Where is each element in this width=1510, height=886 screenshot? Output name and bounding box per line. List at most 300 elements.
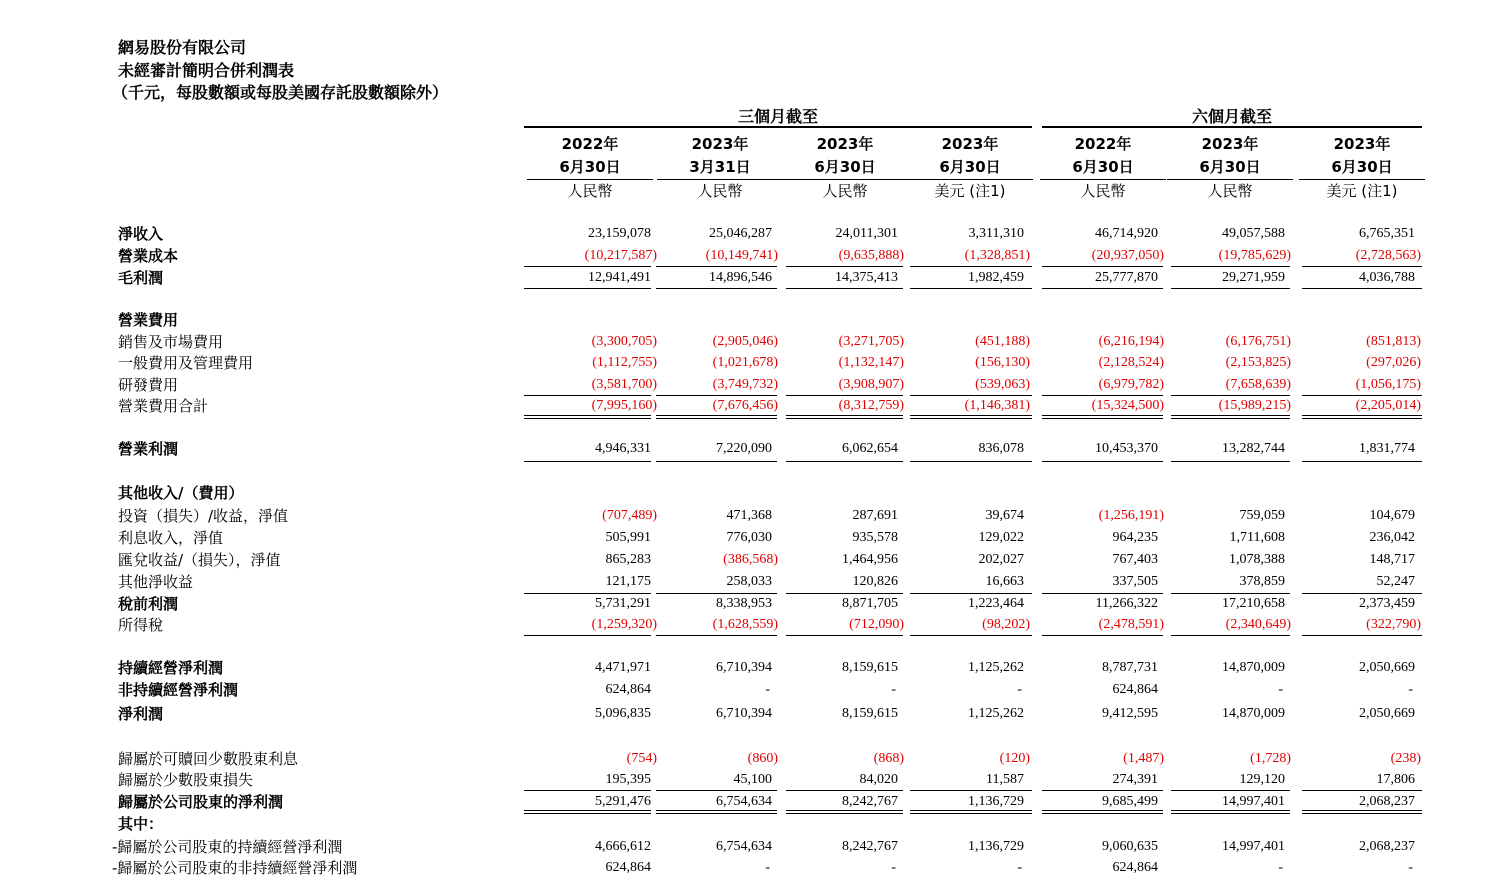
row-label: 持續經營淨利潤	[118, 659, 224, 677]
cell-value: (868)	[873, 751, 904, 766]
cell-value: 5,291,476	[595, 794, 651, 809]
cell-value: 1,136,729	[968, 794, 1024, 809]
column-year: 2022年	[561, 135, 619, 153]
cell-value: 46,714,920	[1095, 226, 1158, 241]
total-rule	[1171, 635, 1290, 636]
total-rule	[1042, 790, 1163, 791]
row-label: 歸屬於可贖回少數股東利息	[118, 750, 299, 768]
cell-value: 14,870,009	[1222, 706, 1285, 721]
cell-value: (1,021,678)	[712, 355, 778, 370]
cell-value: 9,060,635	[1102, 839, 1158, 854]
cell-value: 5,731,291	[595, 596, 651, 611]
column-header	[1302, 133, 1422, 202]
cell-value: 767,403	[1112, 552, 1158, 567]
total-rule	[1042, 810, 1163, 811]
cell-value: 8,338,953	[716, 596, 772, 611]
cell-value: (7,658,639)	[1225, 377, 1291, 392]
units-note: （千元，每股數額或每股美國存託股數額除外）	[112, 83, 449, 102]
total-rule	[1302, 266, 1422, 267]
cell-value: -	[765, 860, 770, 875]
cell-value: 17,806	[1376, 772, 1415, 787]
cell-value: 2,068,237	[1359, 839, 1415, 854]
cell-value: 45,100	[733, 772, 772, 787]
cell-value: 84,020	[859, 772, 898, 787]
cell-value: 236,042	[1369, 530, 1415, 545]
cell-value: 8,159,615	[842, 660, 898, 675]
table-row	[0, 505, 1510, 527]
cell-value: (860)	[747, 751, 778, 766]
cell-value: (19,785,629)	[1218, 248, 1291, 263]
cell-value: 16,663	[985, 574, 1024, 589]
cell-value: 2,068,237	[1359, 794, 1415, 809]
column-currency: 人民幣	[697, 182, 743, 200]
cell-value: (2,205,014)	[1355, 398, 1421, 413]
cell-value: 2,050,669	[1359, 706, 1415, 721]
cell-value: 52,247	[1376, 574, 1415, 589]
cell-value: 14,375,413	[835, 270, 898, 285]
total-rule	[1302, 461, 1422, 462]
cell-value: 14,896,546	[709, 270, 772, 285]
cell-value: (7,995,160)	[591, 398, 657, 413]
cell-value: 1,223,464	[968, 596, 1024, 611]
cell-value: 8,242,767	[842, 839, 898, 854]
row-label: 營業費用	[118, 311, 179, 329]
total-rule	[1042, 635, 1163, 636]
cell-value: (1,056,175)	[1355, 377, 1421, 392]
cell-value: 935,578	[852, 530, 898, 545]
cell-value: (1,628,559)	[712, 617, 778, 632]
table-row	[0, 395, 1510, 417]
total-rule	[1171, 415, 1290, 416]
total-rule	[1042, 461, 1163, 462]
cell-value: 1,136,729	[968, 839, 1024, 854]
cell-value: (6,216,194)	[1098, 334, 1164, 349]
row-label: 其中：	[118, 815, 164, 833]
cell-value: (15,324,500)	[1091, 398, 1164, 413]
column-year: 2022年	[1074, 135, 1132, 153]
table-row	[0, 703, 1510, 725]
cell-value: 836,078	[978, 441, 1024, 456]
cell-value: 14,997,401	[1222, 839, 1285, 854]
row-label: 其他淨收益	[118, 573, 194, 591]
table-row	[0, 438, 1510, 460]
cell-value: (3,300,705)	[591, 334, 657, 349]
cell-value: 759,059	[1239, 508, 1285, 523]
row-label: 稅前利潤	[118, 595, 179, 613]
total-rule	[524, 810, 651, 811]
row-label: 淨收入	[118, 225, 164, 243]
total-rule	[910, 461, 1032, 462]
table-row	[0, 223, 1510, 245]
cell-value: (2,728,563)	[1355, 248, 1421, 263]
cell-value: 624,864	[1112, 860, 1158, 875]
cell-value: -	[1017, 682, 1022, 697]
table-row	[0, 679, 1510, 701]
total-rule	[656, 813, 777, 814]
cell-value: 10,453,370	[1095, 441, 1158, 456]
total-rule	[1302, 790, 1422, 791]
cell-value: (1,259,320)	[591, 617, 657, 632]
cell-value: (120)	[999, 751, 1030, 766]
total-rule	[524, 395, 651, 396]
cell-value: (2,153,825)	[1225, 355, 1291, 370]
cell-value: 4,036,788	[1359, 270, 1415, 285]
total-rule	[910, 593, 1032, 594]
cell-value: (10,217,587)	[584, 248, 657, 263]
group-six-months-rule	[1042, 126, 1422, 128]
cell-value: 24,011,301	[835, 226, 898, 241]
table-row	[0, 267, 1510, 289]
cell-value: (2,128,524)	[1098, 355, 1164, 370]
total-rule	[910, 266, 1032, 267]
column-date: 6月30日	[907, 156, 1033, 180]
total-rule	[1302, 593, 1422, 594]
group-six-months: 六個月截至	[1191, 107, 1272, 126]
row-label: 利息收入，淨值	[118, 529, 224, 547]
cell-value: (451,188)	[975, 334, 1030, 349]
cell-value: 23,159,078	[588, 226, 651, 241]
total-rule	[786, 790, 903, 791]
cell-value: -	[1408, 682, 1413, 697]
column-header	[1043, 133, 1163, 202]
column-header	[785, 133, 905, 202]
table-row	[0, 527, 1510, 549]
cell-value: 505,991	[605, 530, 651, 545]
cell-value: 6,754,634	[716, 839, 772, 854]
total-rule	[910, 635, 1032, 636]
total-rule	[656, 418, 777, 419]
row-label: 營業利潤	[118, 440, 179, 458]
total-rule	[1302, 415, 1422, 416]
total-rule	[1042, 418, 1163, 419]
cell-value: 1,125,262	[968, 660, 1024, 675]
cell-value: (297,026)	[1366, 355, 1421, 370]
total-rule	[1171, 790, 1290, 791]
row-label: 非持續經營淨利潤	[118, 681, 239, 699]
row-label: 營業費用合計	[118, 397, 209, 415]
table-row	[0, 614, 1510, 636]
cell-value: 1,464,956	[842, 552, 898, 567]
total-rule	[656, 635, 777, 636]
cell-value: 2,373,459	[1359, 596, 1415, 611]
total-rule	[656, 395, 777, 396]
cell-value: 2,050,669	[1359, 660, 1415, 675]
row-label: 歸屬於少數股東損失	[118, 771, 254, 789]
cell-value: 337,505	[1112, 574, 1158, 589]
total-rule	[524, 418, 651, 419]
table-row	[0, 571, 1510, 593]
cell-value: 624,864	[605, 682, 651, 697]
row-label: 匯兌收益/（損失），淨值	[118, 551, 281, 569]
cell-value: (156,130)	[975, 355, 1030, 370]
cell-value: (707,489)	[602, 508, 657, 523]
cell-value: (754)	[626, 751, 657, 766]
cell-value: 129,022	[978, 530, 1024, 545]
cell-value: 624,864	[1112, 682, 1158, 697]
row-label: 淨利潤	[118, 705, 164, 723]
total-rule	[524, 461, 651, 462]
table-row	[0, 331, 1510, 353]
cell-value: (1,728)	[1250, 751, 1291, 766]
cell-value: 8,159,615	[842, 706, 898, 721]
cell-value: (6,979,782)	[1098, 377, 1164, 392]
column-year: 2023年	[816, 135, 874, 153]
total-rule	[786, 395, 903, 396]
cell-value: 129,120	[1239, 772, 1285, 787]
total-rule	[524, 266, 651, 267]
cell-value: 5,096,835	[595, 706, 651, 721]
cell-value: (3,581,700)	[591, 377, 657, 392]
column-currency: 美元 (注1)	[934, 182, 1006, 200]
cell-value: (2,478,591)	[1098, 617, 1164, 632]
cell-value: 287,691	[852, 508, 898, 523]
column-year: 2023年	[1333, 135, 1391, 153]
total-rule	[1171, 288, 1290, 289]
cell-value: -	[765, 682, 770, 697]
total-rule	[1171, 395, 1290, 396]
cell-value: -	[1408, 860, 1413, 875]
total-rule	[786, 635, 903, 636]
cell-value: (539,063)	[975, 377, 1030, 392]
total-rule	[1302, 395, 1422, 396]
total-rule	[910, 813, 1032, 814]
total-rule	[786, 461, 903, 462]
cell-value: (238)	[1390, 751, 1421, 766]
total-rule	[656, 790, 777, 791]
total-rule	[1302, 635, 1422, 636]
column-currency: 美元 (注1)	[1326, 182, 1398, 200]
total-rule	[786, 266, 903, 267]
cell-value: (1,487)	[1123, 751, 1164, 766]
cell-value: (322,790)	[1366, 617, 1421, 632]
cell-value: (1,328,851)	[964, 248, 1030, 263]
cell-value: 471,368	[726, 508, 772, 523]
cell-value: 258,033	[726, 574, 772, 589]
total-rule	[1042, 593, 1163, 594]
cell-value: 1,711,608	[1229, 530, 1285, 545]
table-row	[0, 374, 1510, 396]
total-rule	[524, 288, 651, 289]
row-label: 歸屬於公司股東的淨利潤	[118, 793, 284, 811]
table-row	[0, 857, 1510, 879]
total-rule	[656, 415, 777, 416]
cell-value: 9,685,499	[1102, 794, 1158, 809]
cell-value: 6,710,394	[716, 660, 772, 675]
cell-value: (8,312,759)	[838, 398, 904, 413]
cell-value: 14,997,401	[1222, 794, 1285, 809]
table-row	[0, 245, 1510, 267]
column-date: 6月30日	[1040, 156, 1166, 180]
total-rule	[786, 593, 903, 594]
column-date: 3月31日	[657, 156, 783, 180]
cell-value: 11,587	[986, 772, 1024, 787]
cell-value: 49,057,588	[1222, 226, 1285, 241]
cell-value: 865,283	[605, 552, 651, 567]
cell-value: 17,210,658	[1222, 596, 1285, 611]
total-rule	[524, 593, 651, 594]
cell-value: 6,765,351	[1359, 226, 1415, 241]
cell-value: (1,256,191)	[1098, 508, 1164, 523]
total-rule	[1042, 395, 1163, 396]
cell-value: 25,777,870	[1095, 270, 1158, 285]
cell-value: 1,125,262	[968, 706, 1024, 721]
cell-value: -	[1017, 860, 1022, 875]
total-rule	[1302, 418, 1422, 419]
cell-value: 12,941,491	[588, 270, 651, 285]
total-rule	[786, 810, 903, 811]
total-rule	[524, 790, 651, 791]
total-rule	[1302, 813, 1422, 814]
cell-value: 3,311,310	[968, 226, 1024, 241]
column-date: 6月30日	[782, 156, 908, 180]
row-label: -歸屬於公司股東的持續經營淨利潤	[112, 838, 343, 856]
cell-value: 4,946,331	[595, 441, 651, 456]
cell-value: 195,395	[605, 772, 651, 787]
total-rule	[1302, 810, 1422, 811]
row-label: 其他收入/（費用）	[118, 484, 244, 502]
table-row	[0, 352, 1510, 374]
cell-value: -	[891, 860, 896, 875]
cell-value: 1,982,459	[968, 270, 1024, 285]
cell-value: 6,754,634	[716, 794, 772, 809]
row-label: 毛利潤	[118, 269, 164, 287]
statement-title: 未經審計簡明合併利潤表	[118, 61, 295, 80]
column-date: 6月30日	[1167, 156, 1293, 180]
cell-value: 9,412,595	[1102, 706, 1158, 721]
total-rule	[1042, 288, 1163, 289]
total-rule	[1042, 415, 1163, 416]
total-rule	[1171, 418, 1290, 419]
table-row	[0, 836, 1510, 858]
total-rule	[1171, 593, 1290, 594]
total-rule	[524, 635, 651, 636]
column-currency: 人民幣	[1080, 182, 1126, 200]
row-label: 銷售及市場費用	[118, 333, 224, 351]
company-name: 網易股份有限公司	[118, 38, 247, 57]
cell-value: (20,937,050)	[1091, 248, 1164, 263]
row-label: 研發費用	[118, 376, 179, 394]
row-label: 營業成本	[118, 247, 179, 265]
cell-value: 8,871,705	[842, 596, 898, 611]
column-currency: 人民幣	[822, 182, 868, 200]
cell-value: 25,046,287	[709, 226, 772, 241]
cell-value: 274,391	[1112, 772, 1158, 787]
cell-value: 39,674	[985, 508, 1024, 523]
cell-value: 6,710,394	[716, 706, 772, 721]
table-row	[0, 549, 1510, 571]
table-row	[0, 769, 1510, 791]
total-rule	[786, 415, 903, 416]
total-rule	[786, 288, 903, 289]
column-header	[910, 133, 1030, 202]
cell-value: 148,717	[1369, 552, 1415, 567]
total-rule	[524, 813, 651, 814]
cell-value: -	[1278, 860, 1283, 875]
table-row	[0, 482, 1510, 504]
total-rule	[1171, 813, 1290, 814]
cell-value: 13,282,744	[1222, 441, 1285, 456]
cell-value: (851,813)	[1366, 334, 1421, 349]
total-rule	[656, 461, 777, 462]
cell-value: 4,471,971	[595, 660, 651, 675]
total-rule	[1171, 461, 1290, 462]
total-rule	[656, 266, 777, 267]
total-rule	[910, 810, 1032, 811]
cell-value: (1,146,381)	[964, 398, 1030, 413]
cell-value: 378,859	[1239, 574, 1285, 589]
column-date: 6月30日	[1299, 156, 1425, 180]
cell-value: 29,271,959	[1222, 270, 1285, 285]
cell-value: (3,271,705)	[838, 334, 904, 349]
cell-value: 14,870,009	[1222, 660, 1285, 675]
cell-value: 6,062,654	[842, 441, 898, 456]
cell-value: -	[1278, 682, 1283, 697]
cell-value: 624,864	[605, 860, 651, 875]
cell-value: (15,989,215)	[1218, 398, 1291, 413]
column-date: 6月30日	[527, 156, 653, 180]
cell-value: 4,666,612	[595, 839, 651, 854]
total-rule	[910, 395, 1032, 396]
total-rule	[786, 418, 903, 419]
row-label: 投資（損失）/收益，淨值	[118, 507, 289, 525]
cell-value: (98,202)	[982, 617, 1030, 632]
group-three-months: 三個月截至	[737, 107, 818, 126]
column-header	[1170, 133, 1290, 202]
table-row	[0, 813, 1510, 835]
total-rule	[656, 593, 777, 594]
cell-value: (386,568)	[723, 552, 778, 567]
cell-value: 776,030	[726, 530, 772, 545]
total-rule	[1042, 813, 1163, 814]
cell-value: (10,149,741)	[705, 248, 778, 263]
row-label: 所得稅	[118, 616, 164, 634]
cell-value: 1,831,774	[1359, 441, 1415, 456]
cell-value: (712,090)	[849, 617, 904, 632]
total-rule	[656, 810, 777, 811]
cell-value: (3,749,732)	[712, 377, 778, 392]
cell-value: 104,679	[1369, 508, 1415, 523]
row-label: 一般費用及管理費用	[118, 354, 254, 372]
group-three-months-rule	[524, 126, 1032, 128]
column-year: 2023年	[941, 135, 999, 153]
total-rule	[910, 288, 1032, 289]
cell-value: 964,235	[1112, 530, 1158, 545]
cell-value: (1,132,147)	[838, 355, 904, 370]
total-rule	[1171, 266, 1290, 267]
total-rule	[910, 418, 1032, 419]
total-rule	[524, 415, 651, 416]
table-row	[0, 593, 1510, 615]
cell-value: (2,340,649)	[1225, 617, 1291, 632]
column-currency: 人民幣	[1207, 182, 1253, 200]
column-header	[530, 133, 650, 202]
row-label: -歸屬於公司股東的非持續經營淨利潤	[112, 859, 358, 877]
cell-value: 8,787,731	[1102, 660, 1158, 675]
cell-value: 1,078,388	[1229, 552, 1285, 567]
cell-value: 8,242,767	[842, 794, 898, 809]
cell-value: (6,176,751)	[1225, 334, 1291, 349]
total-rule	[1302, 288, 1422, 289]
column-year: 2023年	[691, 135, 749, 153]
cell-value: 202,027	[978, 552, 1024, 567]
cell-value: 11,266,322	[1095, 596, 1158, 611]
table-row	[0, 748, 1510, 770]
total-rule	[910, 790, 1032, 791]
cell-value: (2,905,046)	[712, 334, 778, 349]
column-currency: 人民幣	[567, 182, 613, 200]
table-row	[0, 657, 1510, 679]
cell-value: (7,676,456)	[712, 398, 778, 413]
